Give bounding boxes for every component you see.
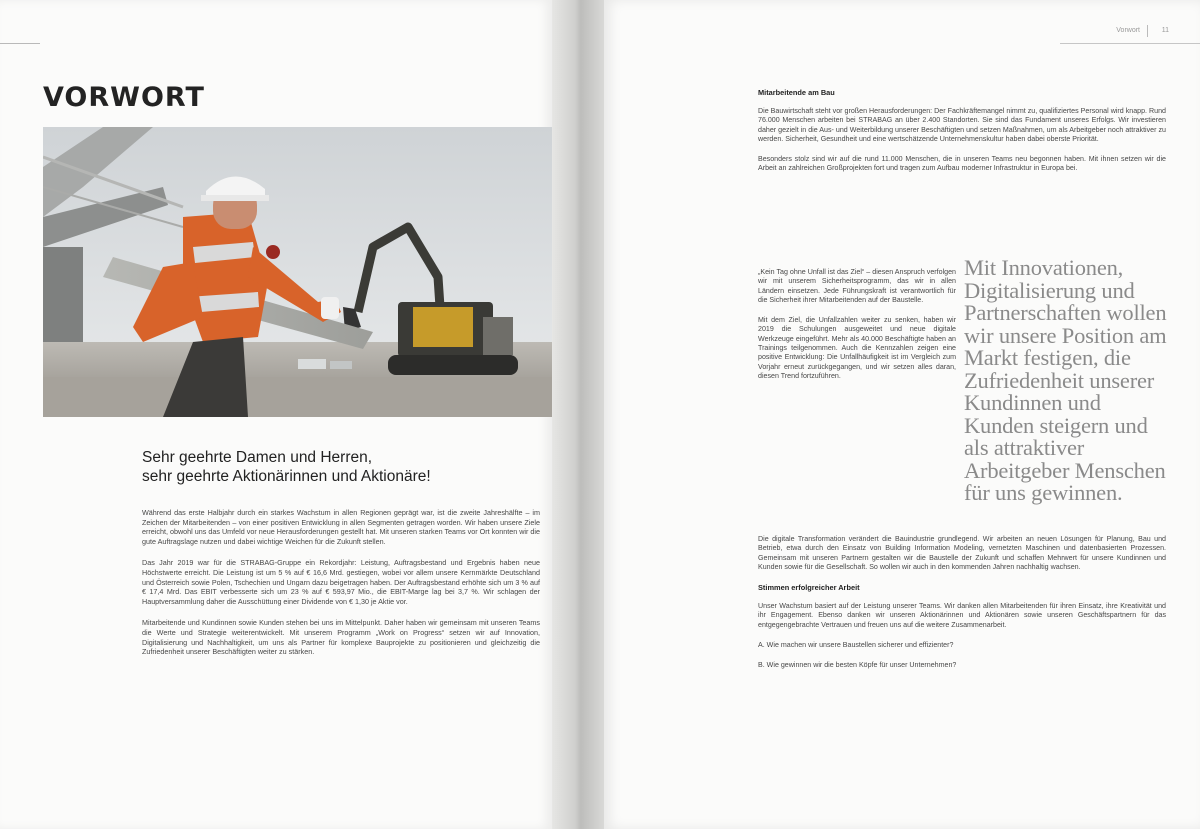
- salutation: [142, 448, 522, 486]
- salutation-line-1: Sehr geehrte Damen und Herren,: [142, 449, 373, 466]
- salutation-line-2: sehr geehrte Aktionärinnen und Aktionäre!: [142, 468, 431, 485]
- body-paragraph: Während das erste Halbjahr durch ein starkes Wachstum in allen Regionen geprägt war, ist die zweite Jahreshälfte – im Zeichen der Mitarbeitenden – von einer positiven Entwicklung in allen Segmenten getragen worden. Wir haben unsere Ziele erreicht, obwohl uns das Umfeld vor neue Herausforderungen gestellt hat. Mit unseren starken Teams vor Ort konnten wir die gute Auftragslage nutzen und dabei wichtige Weichen für die Zukunft stellen.: [142, 508, 540, 546]
- question-item: A. Wie machen wir unsere Baustellen sicherer und effizienter?: [758, 641, 954, 650]
- right-section-1: [758, 88, 1166, 185]
- body-paragraph: Unser Wachstum basiert auf der Leistung unserer Teams. Wir danken allen Mitarbeitenden für ihren Einsatz, ihre Kreativität und ihr Engagement. Ebenso danken wir unseren Aktionärinnen und Aktionären sowie unseren Geschäftspartnern für das entgegengebrachte Vertrauen und freuen uns auf die weitere Zusammenarbeit.: [758, 602, 1166, 629]
- question-item: B. Wie gewinnen wir die besten Köpfe für unser Unternehmen?: [758, 661, 957, 670]
- pull-quote: Mit Innovationen, Digitalisierung und Partnerschaften wollen wir unsere Position am Markt festigen, die Zufriedenheit unserer Kundinnen und Kunden steigern und als attraktiver Arbeitgeber Menschen für uns gewinnen.: [964, 255, 1167, 505]
- right-section-2: [758, 535, 1166, 681]
- left-page: [0, 0, 552, 829]
- section-heading: Stimmen erfolgreicher Arbeit: [758, 583, 860, 593]
- body-paragraph: „Kein Tag ohne Unfall ist das Ziel“ – diesen Anspruch verfolgen wir mit unserem Sicherheitsprogramm, das wir in allen Ländern einsetzen. Jede Führungskraft ist verantwortlich für die Sicherheit ihrer Mitarbeitenden auf der Baustelle.: [758, 268, 956, 304]
- page-title: VORWORT: [43, 82, 205, 113]
- body-paragraph: Besonders stolz sind wir auf die rund 11.000 Menschen, die in unseren Teams neu begonnen haben. Mit ihnen setzen wir die Arbeit an zahlreichen Großprojekten fort und tragen zum Aufbau moderner Infrastruktur in Europa bei.: [758, 155, 1166, 173]
- body-paragraph: Die digitale Transformation verändert die Bauindustrie grundlegend. Wir arbeiten an neuen Lösungen für Planung, Bau und Betrieb, etwa durch den Einsatz von Building Information Modeling, vernetzten Maschinen und datenbasierten Prozessen. Gemeinsam mit unseren Partnern gestalten wir die Baustelle der Zukunft und schaffen Mehrwert für unsere Kundinnen und Kunden sowie für die Gesellschaft. So wollen wir auch in den kommenden Jahren nachhaltig wachsen.: [758, 535, 1166, 571]
- header-separator: [1147, 25, 1148, 37]
- left-body-text: [142, 508, 540, 669]
- top-rule: [0, 43, 40, 44]
- body-paragraph: Die Bauwirtschaft steht vor großen Herausforderungen: Der Fachkräftemangel nimmt zu, qualifiziertes Personal wird knapp. Rund 76.000 Menschen arbeiten bei STRABAG an über 2.400 Standorten. Sie sind das Fundament unseres Erfolgs. Wir investieren daher gezielt in die Aus- und Weiterbildung unserer Beschäftigten und setzen Maßnahmen, um als Arbeitgeber noch attraktiver zu werden. Sicherheit, Gesundheit und eine wertschätzende Unternehmenskultur haben dabei oberste Priorität.: [758, 107, 1166, 143]
- body-paragraph: Mitarbeitende und Kundinnen sowie Kunden stehen bei uns im Mittelpunkt. Daher haben wir gemeinsam mit unseren Teams die Werte und Strategie weiterentwickelt. Mit unserem Programm „Work on Progress“ setzen wir auf Innovation, Digitalisierung und Nachhaltigkeit, um uns als Partner für komplexe Bauprojekte zu positionieren und gleichzeitig die Zufriedenheit unserer Beschäftigten weiter zu stärken.: [142, 618, 540, 657]
- book-gutter: [552, 0, 604, 829]
- running-header: Vorwort: [1116, 27, 1140, 34]
- construction-worker-photo: [43, 127, 552, 417]
- body-paragraph: Mit dem Ziel, die Unfallzahlen weiter zu senken, haben wir 2019 die Schulungen ausgeweitet und neue digitale Werkzeuge eingeführt. Mehr als 40.000 Beschäftigte haben an Trainings teilgenommen. Auch die Kennzahlen zeigen eine positive Entwicklung: Die Unfallhäufigkeit ist im Vergleich zum Vorjahr erneut zurückgegangen, und wir setzen alles daran, diesen Trend fortzuführen.: [758, 316, 956, 380]
- right-narrow-column: [758, 268, 956, 392]
- section-heading: Mitarbeitende am Bau: [758, 88, 835, 97]
- top-rule: [1060, 43, 1200, 44]
- body-paragraph: Das Jahr 2019 war für die STRABAG-Gruppe ein Rekordjahr: Leistung, Auftragsbestand und Ergebnis haben neue Höchstwerte erreicht. Die Leistung ist um 5 % auf € 16,6 Mrd. gestiegen, wobei vor allem unsere Kernmärkte Deutschland und Österreich sowie Polen, Tschechien und Ungarn dazu beigetragen haben. Der Auftragsbestand erhöhte sich um 3 % auf € 17,4 Mrd. Das EBIT verbesserte sich um 23 % auf € 593,97 Mio., die EBIT-Marge lag bei 3,7 %. Wir schlagen der Hauptversammlung daher die Ausschüttung einer Dividende von € 1,30 je Aktie vor.: [142, 558, 540, 606]
- page-number: 11: [1161, 27, 1169, 34]
